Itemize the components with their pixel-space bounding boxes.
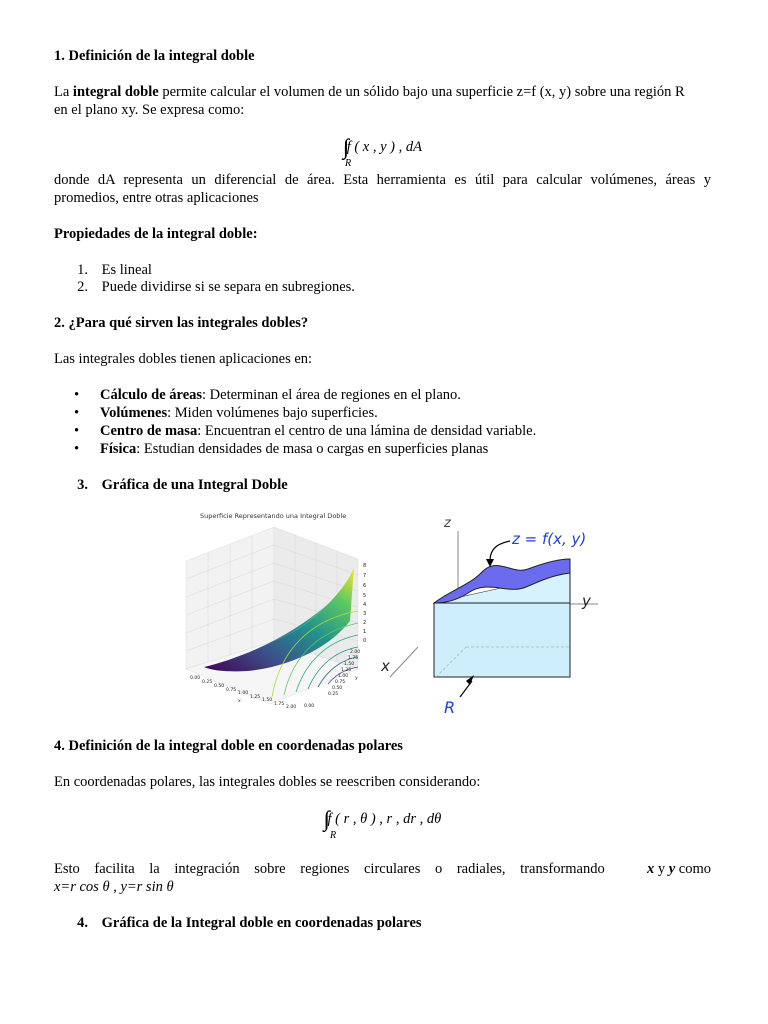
bold-term: Física [100, 441, 137, 457]
bullet-icon: • [74, 387, 80, 403]
x-tick: 1.50 [262, 698, 273, 703]
properties-heading: Propiedades de la integral doble: [54, 226, 258, 242]
section-heading [54, 914, 422, 932]
bold-term: integral doble [72, 84, 159, 100]
x-tick: 1.00 [238, 691, 249, 696]
paragraph: Las integrales dobles tienen aplicaciones en: [54, 351, 313, 367]
bullet-item [54, 422, 536, 440]
x-tick: 0.00 [190, 676, 201, 681]
text-run: permite calcular el volumen de un sólido bajo una superficie z=f (x, y) sobre una región R [158, 84, 685, 100]
y-tick: 1.50 [344, 662, 355, 667]
y-tick: 1.00 [338, 674, 349, 679]
z-tick: 7 [363, 573, 367, 579]
list-item [54, 261, 152, 279]
bullet-icon: • [74, 405, 80, 421]
polar-integral-formula [54, 806, 711, 841]
list-text: : Encuentran el centro de una lámina de densidad variable. [197, 423, 537, 439]
heading-text: Gráfica de la Integral doble en coordenadas polares [101, 915, 422, 931]
solid-front [434, 603, 570, 677]
list-number: 2. [77, 279, 88, 295]
bold-term: Cálculo de áreas [100, 387, 203, 403]
paragraph-line: en el plano xy. Se expresa como: [54, 102, 245, 118]
x-axis-label: x [238, 699, 241, 704]
section-heading: 4. Definición de la integral doble en coordenadas polares [54, 738, 403, 754]
z-tick: 5 [363, 593, 367, 599]
x-tick: 1.25 [250, 695, 261, 700]
x-axis-label: x [381, 657, 390, 675]
plot-title: Superficie Representando una Integral Doble [200, 512, 347, 520]
bullet-item [54, 440, 488, 458]
paragraph [54, 83, 711, 101]
bullet-item [54, 386, 461, 404]
z-tick: 0 [363, 638, 367, 644]
x-tick: 0.25 [202, 680, 213, 685]
region-subscript: R [345, 158, 352, 169]
heading-text: Gráfica de una Integral Doble [101, 477, 288, 493]
y-axis-label: y [582, 592, 591, 610]
text-run: Esto facilita la integración sobre regiones circulares o radiales, transformando [54, 861, 605, 877]
figure-svg [178, 509, 608, 717]
bullet-icon: • [74, 423, 80, 439]
x-tick: 2.00 [286, 705, 297, 710]
y-tick: 1.25 [341, 668, 352, 673]
text-run [647, 860, 711, 878]
y-tick: 0.00 [304, 704, 315, 709]
z-tick: 6 [363, 583, 367, 589]
y-tick: 0.25 [328, 692, 339, 697]
section-heading: 1. Definición de la integral doble [54, 48, 255, 64]
list-item [54, 278, 355, 296]
paragraph-line: x=r cos θ , y=r sin θ [54, 879, 174, 895]
section-heading: 2. ¿Para qué sirven las integrales dobles? [54, 315, 309, 331]
list-text: : Miden volúmenes bajo superficies. [167, 405, 378, 421]
double-integral-figure [178, 509, 608, 717]
heading-number: 3. [77, 477, 88, 493]
text-run: y [654, 861, 669, 877]
list-text: : Determinan el área de regiones en el plano. [202, 387, 461, 403]
x-tick: 0.50 [214, 684, 225, 689]
paragraph-line: promedios, entre otras aplicaciones [54, 190, 259, 206]
heading-number: 4. [77, 915, 88, 931]
bold-term: Centro de masa [100, 423, 198, 439]
formula-body: f ( x , y ) , dA [346, 139, 422, 155]
paragraph: En coordenadas polares, las integrales dobles se reescriben considerando: [54, 774, 481, 790]
y-tick: 2.00 [350, 650, 361, 655]
z-tick: 1 [363, 629, 367, 635]
list-text: : Estudian densidades de masa o cargas en superficies planas [136, 441, 489, 457]
text-run: como [675, 861, 711, 877]
list-text: Es lineal [101, 262, 152, 278]
paragraph-line [54, 860, 711, 878]
paragraph-line: donde dA representa un diferencial de área. Esta herramienta es útil para calcular volúmenes, áreas y [54, 172, 711, 188]
x-tick: 1.75 [274, 702, 285, 707]
double-integral-formula [54, 134, 711, 169]
z-tick: 8 [363, 563, 367, 569]
text-run: La [54, 84, 73, 100]
bullet-icon: • [74, 441, 80, 457]
z-tick: 3 [363, 611, 367, 617]
section-heading [54, 476, 288, 494]
bold-term: Volúmenes [100, 405, 168, 421]
y-tick: 0.50 [332, 686, 343, 691]
z-tick: 2 [363, 620, 367, 626]
z-axis-label: z [444, 516, 451, 531]
list-number: 1. [77, 262, 88, 278]
region-label: R [444, 698, 456, 717]
list-text: Puede dividirse si se separa en subregiones. [101, 279, 355, 295]
y-tick: 0.75 [335, 680, 346, 685]
formula-body: f ( r , θ ) , r , dr , dθ [327, 811, 442, 827]
y-axis-label: y [355, 676, 358, 681]
z-tick: 4 [363, 602, 367, 608]
bullet-item [54, 404, 378, 422]
variable-x: x [646, 861, 655, 877]
y-tick: 1.75 [348, 656, 359, 661]
function-label: z = f(x, y) [512, 530, 587, 548]
x-tick: 0.75 [226, 688, 237, 693]
variable-y: y [668, 861, 676, 877]
region-subscript: R [330, 830, 337, 841]
